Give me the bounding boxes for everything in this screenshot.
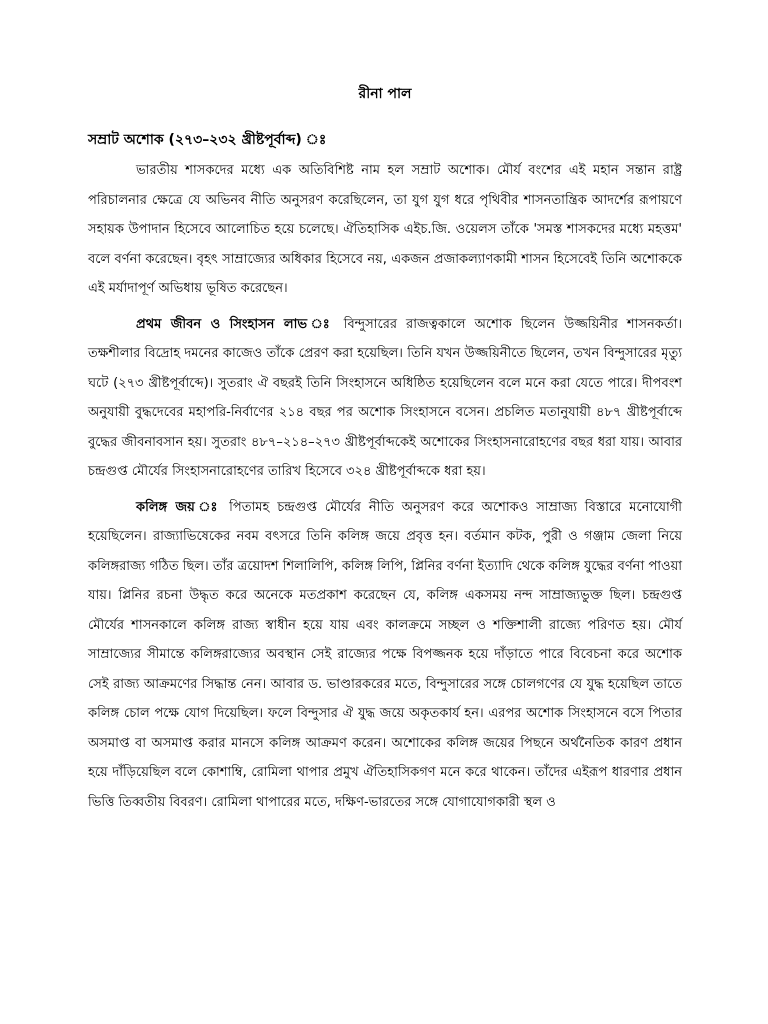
section-heading: সম্রাট অশোক (২৭৩–২৩২ খ্রীষ্টপূর্বাব্দ) ঃ bbox=[88, 132, 327, 148]
paragraph-intro bbox=[88, 156, 682, 304]
paragraph-text: বিন্দুসারের রাজত্বকালে অশোক ছিলেন উজ্জয়িনীর শাসনকর্তা। তক্ষশীলার বিদ্রোহ দমনের কাজেও তাঁকে প্রেরণ করা হয়েছিল। তিনি যখন উজ্জয়িনীতে ছিলেন, তখন বিন্দুসারের মৃত্যু ঘটে (২৭৩ খ্রীষ্টপূর্বাব্দে)। সুতরাং ঐ বছরই তিনি সিংহাসনে অধিষ্ঠিত হয়েছিলেন বলে মনে করা যেতে পারে। দীপবংশ অনুযায়ী বুদ্ধদেবের মহাপরি-নির্বাণের ২১৪ বছর পর অশোক সিংহাসনে বসেন। প্রচলিত মতানুযায়ী ৪৮৭ খ্রীষ্টপূর্বাব্দে বুদ্ধের জীবনাবসান হয়। সুতরাং ৪৮৭–২১৪–২৭৩ খ্রীষ্টপূর্বাব্দকেই অশোকের সিংহাসনারোহণের বছর ধরা যায়। আবার চন্দ্রগুপ্ত মৌর্যের সিংহাসনারোহণের তারিখ হিসেবে ৩২৪ খ্রীষ্টপূর্বাব্দকে ধরা হয়। bbox=[88, 316, 682, 479]
paragraph-lead: কলিঙ্গ জয় ঃ bbox=[136, 499, 222, 515]
document-page bbox=[88, 84, 682, 823]
author-name: রীনা পাল bbox=[358, 86, 412, 102]
paragraph-text: ভারতীয় শাসকদের মধ্যে এক অতিবিশিষ্ট নাম হল সম্রাট অশোক। মৌর্য বংশের এই মহান সন্তান রাষ্ট্র পরিচালনার ক্ষেত্রে যে অভিনব নীতি অনুসরণ করেছিলেন, তা যুগ যুগ ধরে পৃথিবীর শাসনতান্ত্রিক আদর্শের রূপায়ণে সহায়ক উপাদান হিসেবে আলোচিত হয়ে চলেছে। ঐতিহাসিক এইচ.জি. ওয়েলস তাঁকে 'সমস্ত শাসকদের মধ্যে মহত্তম' বলে বর্ণনা করেছেন। বৃহৎ সাম্রাজ্যের অধিকার হিসেবে নয়, একজন প্রজাকল্যাণকামী শাসন হিসেবেই তিনি অশোককে এই মর্যাদাপূর্ণ অভিধায় ভূষিত করেছেন। bbox=[88, 163, 682, 296]
paragraph-text: পিতামহ চন্দ্রগুপ্ত মৌর্যের নীতি অনুসরণ করে অশোকও সাম্রাজ্য বিস্তারে মনোযোগী হয়েছিলেন। রাজ্যাভিষেকের নবম বৎসরে তিনি কলিঙ্গ জয়ে প্রবৃত্ত হন। বর্তমান কটক, পুরী ও গঞ্জাম জেলা নিয়ে কলিঙ্গরাজ্য গঠিত ছিল। তাঁর ত্রয়োদশ শিলালিপি, কলিঙ্গ লিপি, প্লিনির বর্ণনা ইত্যাদি থেকে কলিঙ্গ যুদ্ধের বর্ণনা পাওয়া যায়। প্লিনির রচনা উদ্ধৃত করে অনেকে মতপ্রকাশ করেছেন যে, কলিঙ্গ একসময় নন্দ সাম্রাজ্যভুক্ত ছিল। চন্দ্রগুপ্ত মৌর্যের শাসনকালে কলিঙ্গ রাজ্য স্বাধীন হয়ে যায় এবং কালক্রমে সচ্ছল ও শক্তিশালী রাজ্যে পরিণত হয়। মৌর্য সাম্রাজ্যের সীমান্তে কলিঙ্গরাজ্যের অবস্থান সেই রাজ্যের পক্ষে বিপজ্জনক হয়ে দাঁড়াতে পারে বিবেচনা করে অশোক সেই রাজ্য আক্রমণের সিদ্ধান্ত নেন। আবার ড. ভাণ্ডারকরের মতে, বিন্দুসারের সঙ্গে চোলগণের যে যুদ্ধ হয়েছিল তাতে কলিঙ্গ চোল পক্ষে যোগ দিয়েছিল। ফলে বিন্দুসার ঐ যুদ্ধ জয়ে অকৃতকার্য হন। এরপর অশোক সিংহাসনে বসে পিতার অসমাপ্ত বা অসমাপ্ত করার মানসে কলিঙ্গ আক্রমণ করেন। অশোকের কলিঙ্গ জয়ের পিছনে অর্থনৈতিক কারণ প্রধান হয়ে দাঁড়িয়েছিল বলে কোশাম্বি, রোমিলা থাপার প্রমুখ ঐতিহাসিকগণ মনে করে থাকেন। তাঁদের এইরূপ ধারণার প্রধান ভিত্তি তিব্বতীয় বিবরণ। রোমিলা থাপারের মতে, দক্ষিণ-ভারতের সঙ্গে যোগাযোগকারী স্থল ও bbox=[88, 499, 683, 810]
paragraph-early-life bbox=[88, 310, 682, 487]
paragraph-lead: প্রথম জীবন ও সিংহাসন লাভ ঃ bbox=[136, 316, 335, 332]
paragraph-kalinga bbox=[88, 493, 682, 818]
